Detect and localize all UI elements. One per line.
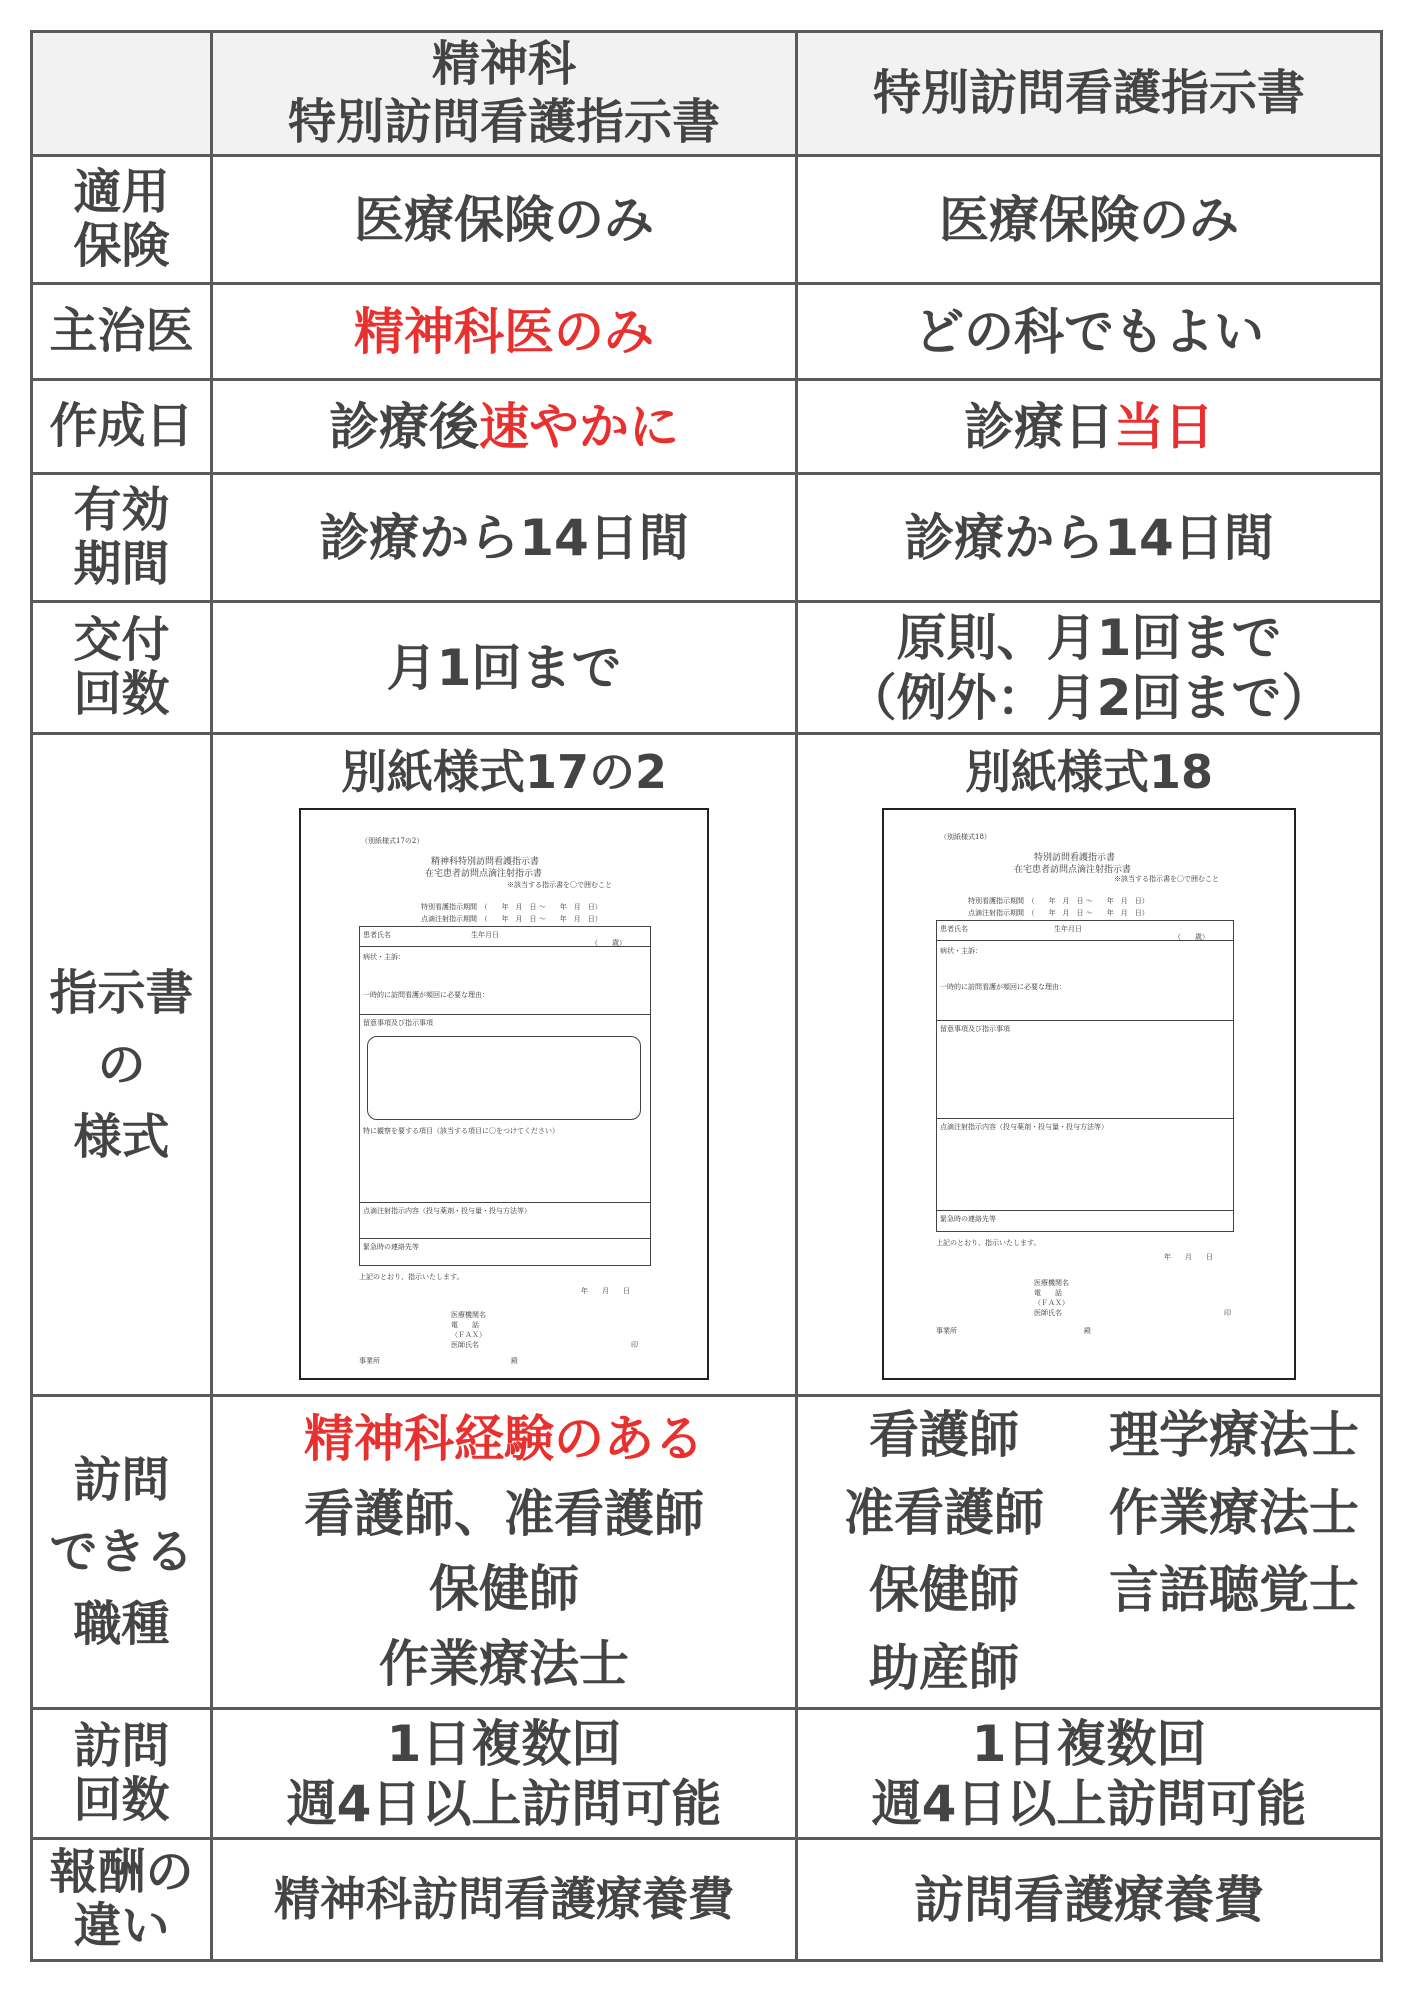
header-col1-line1: 精神科 — [431, 35, 576, 92]
issue-col2-line2: （例外：月2回まで） — [846, 668, 1332, 727]
doctor-col1: 精神科医のみ — [212, 284, 797, 380]
visits-col2-line2: 週4日以上訪問可能 — [871, 1774, 1307, 1833]
format-col2 — [797, 734, 1382, 1396]
label-format-line1: 指示書 — [49, 964, 194, 1021]
doc1-tel: 電 話 — [451, 1321, 479, 1330]
doc1-period1: 特別看護指示期間 （ 年 月 日 〜 年 月 日） — [421, 903, 602, 912]
doc2-age: （ 歳） — [1174, 933, 1209, 942]
doc1-special: 特に観察を要する項目（該当する項目に〇をつけてください） — [363, 1127, 559, 1136]
visits-col2 — [797, 1709, 1382, 1839]
staff-col2-item: 理学療法士 — [1109, 1406, 1359, 1464]
issue-col1: 月1回まで — [212, 602, 797, 734]
form-17-2-document — [299, 808, 709, 1380]
doc1-doctor: 医師氏名 — [451, 1341, 479, 1350]
label-doctor: 主治医 — [32, 284, 212, 380]
staff-col2-item: 言語聴覚士 — [1109, 1561, 1359, 1619]
visits-col2-line1: 1日複数回 — [971, 1714, 1207, 1773]
row-insurance — [32, 156, 1382, 284]
staff-col1-line1: 看護師、准看護師 — [304, 1485, 704, 1543]
doc2-line — [936, 1210, 1233, 1211]
doc1-drip: 点滴注射指示内容（投与薬剤・投与量・投与方法等） — [363, 1207, 531, 1216]
label-issue-line2: 回数 — [73, 665, 170, 722]
doc2-line — [936, 1118, 1233, 1119]
created-col1-red: 速やかに — [479, 397, 679, 456]
doc1-period2: 点滴注射指示期間 （ 年 月 日 〜 年 月 日） — [421, 915, 602, 924]
doc1-line — [359, 1014, 650, 1015]
doc2-period1: 特別看護指示期間 （ 年 月 日 〜 年 月 日） — [968, 897, 1149, 906]
header-col1 — [212, 32, 797, 156]
doc1-reason: 一時的に訪問看護が頻回に必要な理由： — [363, 991, 489, 1000]
doctor-col2: どの科でもよい — [797, 284, 1382, 380]
doc2-patient: 患者氏名 — [940, 925, 968, 934]
format-col1 — [212, 734, 797, 1396]
staff-col2-item: 看護師 — [869, 1406, 1019, 1464]
doc1-disease: 病状・主訴： — [363, 953, 405, 962]
staff-col2 — [797, 1396, 1382, 1709]
doc2-seal: 印 — [1224, 1309, 1231, 1318]
label-format-line2: の — [97, 1036, 146, 1093]
label-issue — [32, 602, 212, 734]
doc1-line — [359, 1238, 650, 1239]
doc2-dear: 殿 — [1084, 1327, 1091, 1336]
label-insurance-line1: 適用 — [73, 163, 170, 220]
form-18-document — [882, 808, 1296, 1380]
label-insurance-line2: 保険 — [73, 217, 170, 274]
row-issue — [32, 602, 1382, 734]
visits-col1 — [212, 1709, 797, 1839]
doc1-note: ※該当する指示書を〇で囲むこと — [507, 881, 612, 890]
doc2-title2: 在宅患者訪問点滴注射指示書 — [1014, 865, 1132, 876]
doc2-tag: （別紙様式18） — [940, 833, 991, 842]
doc2-fax: （ＦＡＸ） — [1034, 1299, 1069, 1308]
created-col1 — [212, 380, 797, 474]
fee-col2: 訪問看護療養費 — [797, 1839, 1382, 1961]
validity-col2: 診療から14日間 — [797, 474, 1382, 602]
staff-col2-item — [1094, 1630, 1374, 1708]
doc2-drip: 点滴注射指示内容（投与薬剤・投与量・投与方法等） — [940, 1123, 1108, 1132]
doc1-title1: 精神科特別訪問看護指示書 — [431, 857, 540, 868]
label-fee — [32, 1839, 212, 1961]
staff-col1-red: 精神科経験のある — [304, 1410, 704, 1468]
doc2-date: 年 月 日 — [1164, 1253, 1213, 1262]
label-insurance — [32, 156, 212, 284]
label-staff-line3: 職種 — [73, 1596, 170, 1652]
label-fee-line2: 違い — [73, 1897, 170, 1954]
doc2-emergency: 緊急時の連絡先等 — [940, 1215, 996, 1224]
row-validity — [32, 474, 1382, 602]
doc1-tag: （別紙様式17の2） — [361, 837, 424, 846]
insurance-col1: 医療保険のみ — [212, 156, 797, 284]
doc2-inst: 医療機関名 — [1034, 1279, 1069, 1288]
doc1-patient: 患者氏名 — [363, 931, 391, 940]
doc2-doctor: 医師氏名 — [1034, 1309, 1062, 1318]
row-created — [32, 380, 1382, 474]
label-visits-line1: 訪問 — [73, 1717, 170, 1774]
created-col1-plain: 診療後 — [329, 397, 479, 456]
doc2-period2: 点滴注射指示期間 （ 年 月 日 〜 年 月 日） — [968, 909, 1149, 918]
insurance-col2: 医療保険のみ — [797, 156, 1382, 284]
label-staff — [32, 1396, 212, 1709]
doc2-notes: 留意事項及び指示事項 — [940, 1025, 1010, 1034]
doc2-reason: 一時的に訪問看護が頻回に必要な理由： — [940, 983, 1066, 992]
visits-col1-line2: 週4日以上訪問可能 — [286, 1774, 722, 1833]
label-validity — [32, 474, 212, 602]
doc2-tel: 電 話 — [1034, 1289, 1062, 1298]
doc1-closing: 上記のとおり、指示いたします。 — [359, 1273, 464, 1282]
issue-col2-line1: 原則、月1回まで — [896, 608, 1282, 667]
header-empty-cell — [32, 32, 212, 156]
staff-col1 — [212, 1396, 797, 1709]
label-visits — [32, 1709, 212, 1839]
doc2-birth: 生年月日 — [1054, 925, 1082, 934]
created-col2 — [797, 380, 1382, 474]
doc2-frame — [936, 920, 1234, 1232]
created-col2-plain: 診療日 — [964, 397, 1114, 456]
validity-col1: 診療から14日間 — [212, 474, 797, 602]
label-created: 作成日 — [32, 380, 212, 474]
doc1-seal: 印 — [631, 1341, 638, 1350]
format-col1-title: 別紙様式17の2 — [340, 744, 668, 799]
staff-col2-item: 助産師 — [869, 1638, 1019, 1697]
header-col2: 特別訪問看護指示書 — [797, 32, 1382, 156]
staff-col2-item: 作業療法士 — [1109, 1483, 1359, 1542]
staff-col2-item: 保健師 — [869, 1561, 1019, 1619]
label-visits-line2: 回数 — [73, 1771, 170, 1828]
row-visits — [32, 1709, 1382, 1839]
staff-col1-line3: 作業療法士 — [379, 1635, 629, 1693]
doc1-title2: 在宅患者訪問点滴注射指示書 — [425, 869, 543, 880]
row-doctor — [32, 284, 1382, 380]
doc2-office: 事業所 — [936, 1327, 957, 1336]
staff-col1-line2: 保健師 — [429, 1560, 579, 1618]
issue-col2 — [797, 602, 1382, 734]
doc1-notes: 留意事項及び指示事項 — [363, 1019, 433, 1028]
doc2-line — [936, 1020, 1233, 1021]
label-issue-line1: 交付 — [73, 611, 170, 668]
staff-col2-item: 准看護師 — [844, 1483, 1044, 1542]
label-staff-line1: 訪問 — [73, 1452, 170, 1508]
doc2-title1: 特別訪問看護指示書 — [1034, 853, 1116, 864]
doc1-bracket — [367, 1036, 641, 1120]
row-fee — [32, 1839, 1382, 1961]
comparison-table — [30, 30, 1383, 1962]
header-col1-line2: 特別訪問看護指示書 — [287, 93, 720, 150]
doc2-closing: 上記のとおり、指示いたします。 — [936, 1239, 1041, 1248]
doc1-age: （ 歳） — [591, 939, 626, 948]
doc1-office: 事業所 — [359, 1357, 380, 1366]
label-format — [32, 734, 212, 1396]
doc1-dear: 殿 — [511, 1357, 518, 1366]
doc1-date: 年 月 日 — [581, 1287, 630, 1296]
fee-col1: 精神科訪問看護療養費 — [212, 1839, 797, 1961]
doc1-emergency: 緊急時の連絡先等 — [363, 1243, 419, 1252]
created-col2-red: 当日 — [1114, 397, 1214, 456]
doc2-note: ※該当する指示書を〇で囲むこと — [1114, 875, 1219, 884]
visits-col1-line1: 1日複数回 — [386, 1714, 622, 1773]
label-validity-line1: 有効 — [73, 481, 170, 538]
doc1-line — [359, 1202, 650, 1203]
doc1-birth: 生年月日 — [471, 931, 499, 940]
label-staff-line2: できる — [49, 1524, 194, 1580]
doc2-disease: 病状・主訴： — [940, 947, 982, 956]
doc1-fax: （ＦＡＸ） — [451, 1331, 486, 1340]
row-format — [32, 734, 1382, 1396]
label-validity-line2: 期間 — [73, 535, 170, 592]
row-staff — [32, 1396, 1382, 1709]
staff-col2-grid — [798, 1397, 1380, 1707]
doc1-inst: 医療機関名 — [451, 1311, 486, 1320]
label-format-line3: 様式 — [73, 1108, 170, 1165]
header-row — [32, 32, 1382, 156]
format-col2-title: 別紙様式18 — [964, 744, 1213, 799]
label-fee-line1: 報酬の — [49, 1843, 194, 1900]
